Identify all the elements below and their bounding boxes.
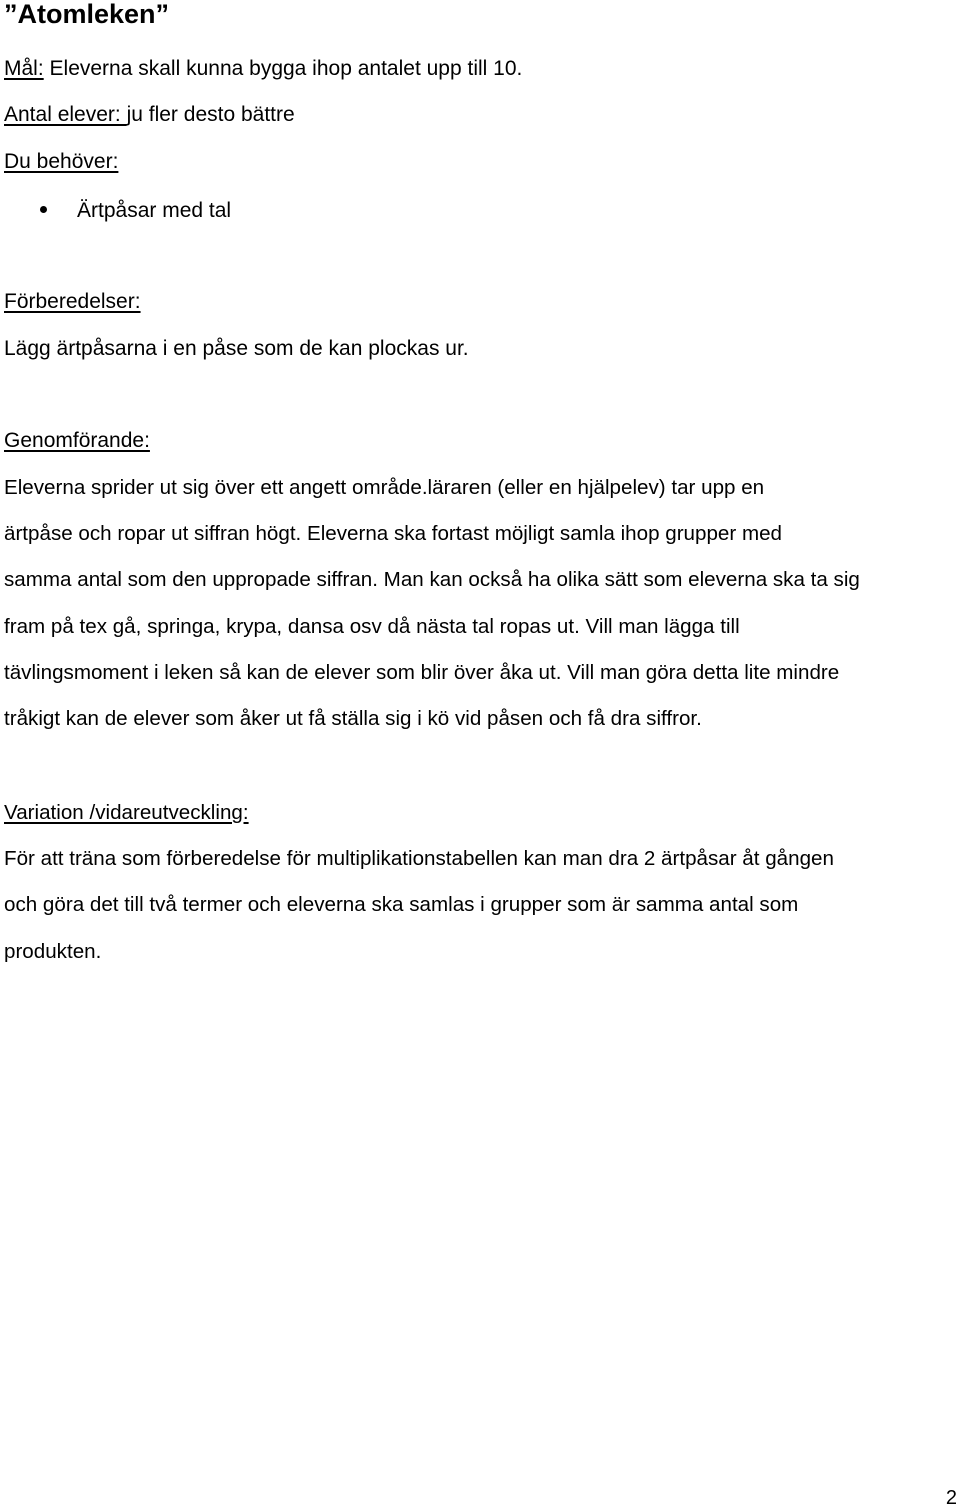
materials-label: Du behöver:: [4, 150, 119, 173]
bullet-icon: [40, 206, 47, 213]
goal-line: [4, 54, 522, 84]
students-text: ju fler desto bättre: [126, 103, 295, 126]
variation-label: Variation /vidareutveckling:: [4, 801, 249, 824]
execution-label: Genomförande:: [4, 429, 150, 452]
execution-line: tävlingsmoment i leken så kan de elever som blir över åka ut. Vill man göra detta lite mindre: [4, 660, 840, 684]
goal-label: Mål:: [4, 57, 44, 80]
variation-line: och göra det till två termer och eleverna ska samlas i grupper som är samma antal som: [4, 893, 799, 917]
page-number: 2: [945, 1487, 957, 1509]
materials-item-text: Ärtpåsar med tal: [77, 199, 232, 222]
students-line: [4, 100, 295, 130]
execution-line: samma antal som den uppropade siffran. Man kan också ha olika sätt som eleverna ska ta sig: [4, 568, 860, 592]
goal-text: Eleverna skall kunna bygga ihop antalet upp till 10.: [43, 57, 523, 80]
document-title: ”Atomleken”: [4, 0, 170, 29]
variation-line: produkten.: [4, 939, 102, 963]
execution-paragraph: [4, 465, 960, 742]
variation-line: För att träna som förberedelse för multiplikationstabellen kan man dra 2 ärtpåsar åt gången: [4, 847, 834, 871]
materials-list-item: [40, 196, 231, 226]
preparation-label: Förberedelser:: [4, 290, 141, 313]
execution-line: Eleverna sprider ut sig över ett angett område.läraren (eller en hjälpelev) tar upp en: [4, 476, 765, 499]
preparation-text: Lägg ärtpåsarna i en påse som de kan plockas ur.: [4, 337, 469, 360]
execution-line: ärtpåse och ropar ut siffran högt. Eleverna ska fortast möjligt samla ihop grupper med: [4, 522, 783, 546]
students-label: Antal elever:: [4, 103, 127, 126]
execution-line: fram på tex gå, springa, krypa, dansa osv då nästa tal ropas ut. Vill man lägga till: [4, 614, 740, 638]
variation-section: [4, 790, 960, 975]
execution-line: tråkigt kan de elever som åker ut få ställa sig i kö vid påsen och få dra siffror.: [4, 707, 702, 731]
